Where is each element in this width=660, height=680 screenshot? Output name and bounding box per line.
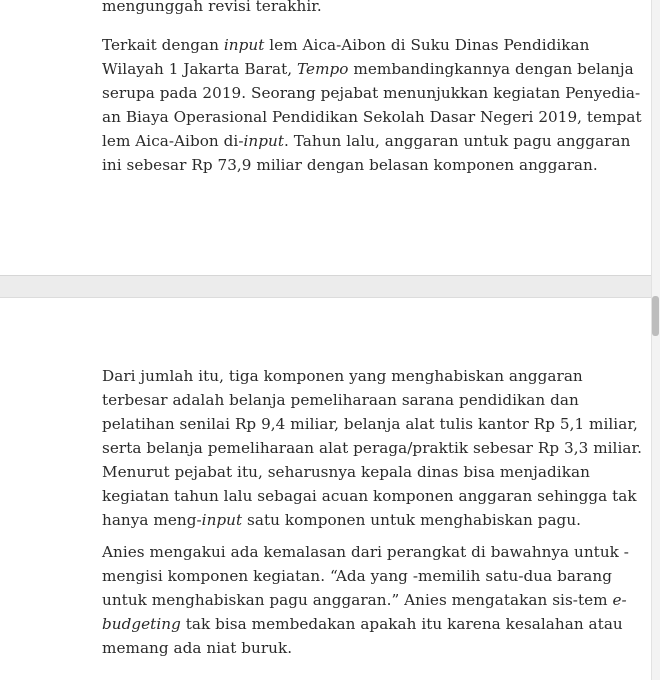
article-card-top: [0, 0, 651, 276]
text-line: Terkait dengan input lem Aica-Aibon di Suku Dinas Pendidikan: [102, 36, 590, 54]
paragraph-input-comparison: [102, 33, 642, 177]
text-line: kegiatan tahun lalu sebagai acuan komponen anggaran sehingga tak: [102, 487, 637, 505]
text-line: an Biaya Operasional Pendidikan Sekolah Dasar Negeri 2019, tempat: [102, 108, 642, 126]
text-line: lem Aica-Aibon di-input. Tahun lalu, anggaran untuk pagu anggaran: [102, 132, 631, 150]
scrollbar-thumb[interactable]: [652, 296, 659, 336]
text-line: ini sebesar Rp 73,9 miliar dengan belasan komponen anggaran.: [102, 156, 598, 174]
text-line: mengunggah revisi terakhir.: [102, 0, 322, 15]
text-line: memang ada niat buruk.: [102, 639, 293, 657]
text-line: Wilayah 1 Jakarta Barat, Tempo membandingkannya dengan belanja: [102, 60, 634, 78]
paragraph-anies-statement: [102, 540, 629, 660]
text-line: mengisi komponen kegiatan. “Ada yang -memilih satu-dua barang: [102, 567, 612, 585]
text-line: Dari jumlah itu, tiga komponen yang menghabiskan anggaran: [102, 367, 583, 385]
paragraph-budget-components: [102, 364, 642, 532]
text-line: serupa pada 2019. Seorang pejabat menunjukkan kegiatan Penyedia-: [102, 84, 641, 102]
text-line: serta belanja pemeliharaan alat peraga/praktik sebesar Rp 3,3 miliar.: [102, 439, 642, 457]
text-line: budgeting tak bisa membedakan apakah itu karena kesalahan atau: [102, 615, 623, 633]
paragraph-fragment: [102, 0, 592, 18]
text-line: untuk menghabiskan pagu anggaran.” Anies mengatakan sis-tem e-: [102, 591, 627, 609]
card-separator: [0, 276, 651, 298]
text-line: pelatihan senilai Rp 9,4 miliar, belanja alat tulis kantor Rp 5,1 miliar,: [102, 415, 638, 433]
text-line: Menurut pejabat itu, seharusnya kepala dinas bisa menjadikan: [102, 463, 590, 481]
text-line: hanya meng-input satu komponen untuk menghabiskan pagu.: [102, 511, 582, 529]
article-card-bottom: [0, 299, 651, 680]
text-line: Anies mengakui ada kemalasan dari perangkat di bawahnya untuk -: [102, 543, 629, 561]
page-scrollbar[interactable]: [651, 0, 660, 680]
text-line: terbesar adalah belanja pemeliharaan sarana pendidikan dan: [102, 391, 579, 409]
